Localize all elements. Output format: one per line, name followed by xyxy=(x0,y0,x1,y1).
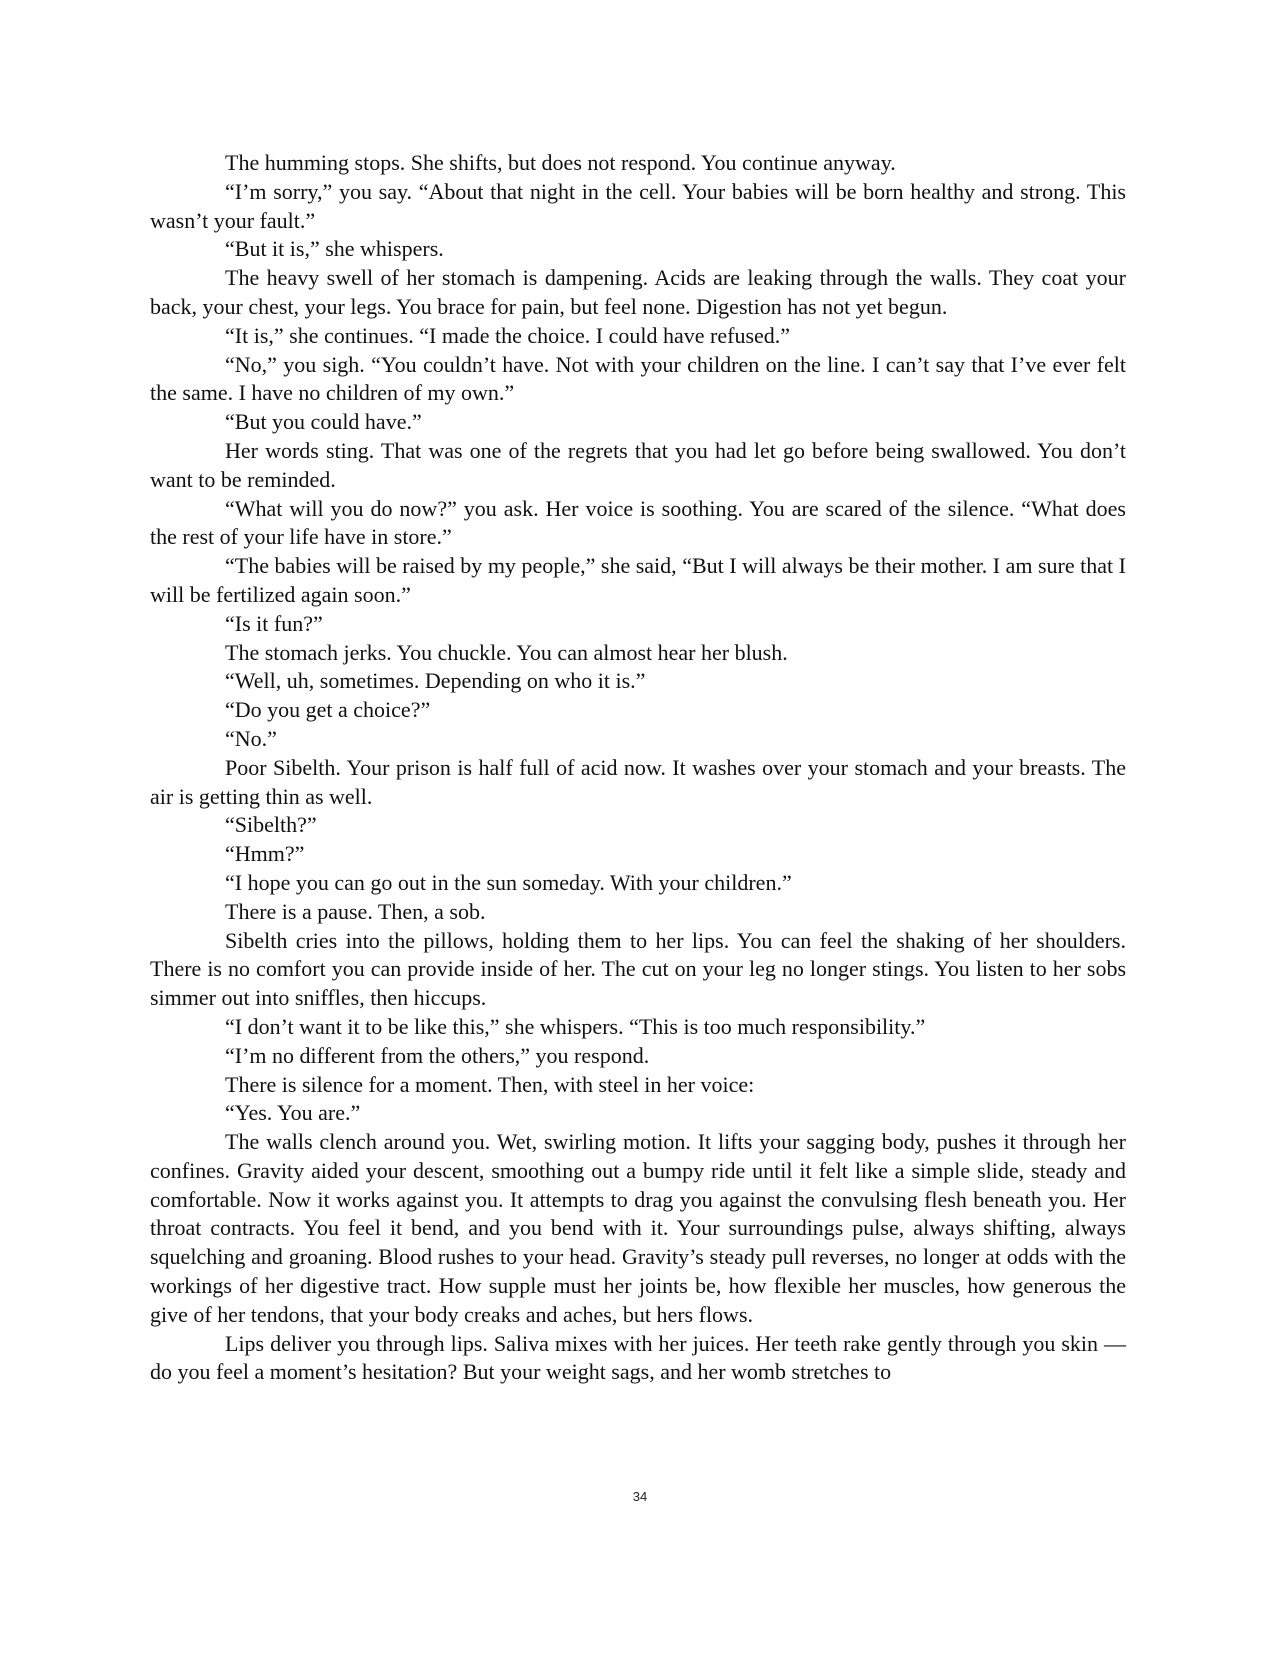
paragraph: “Sibelth?” xyxy=(225,812,317,838)
paragraph: There is a pause. Then, a sob. xyxy=(225,898,486,924)
paragraph: “But it is,” she whispers. xyxy=(225,236,444,262)
paragraph: “No,” you sigh. “You couldn’t have. Not with your children on the line. I can’t say that I’ve ever felt the same. I have no children of my own.” xyxy=(150,351,1126,406)
paragraph: “Do you get a choice?” xyxy=(225,697,431,723)
paragraph: “Is it fun?” xyxy=(225,610,323,636)
paragraph: Poor Sibelth. Your prison is half full of acid now. It washes over your stomach and your breasts. The air is getting thin as well. xyxy=(150,754,1126,809)
paragraph: “Well, uh, sometimes. Depending on who it is.” xyxy=(225,668,646,694)
paragraph: “Hmm?” xyxy=(225,841,305,867)
page-number: 34 xyxy=(632,1489,648,1504)
paragraph: “I’m sorry,” you say. “About that night in the cell. Your babies will be born healthy and strong. This wasn’t your fault.” xyxy=(150,178,1126,233)
paragraph: Sibelth cries into the pillows, holding them to her lips. You can feel the shaking of her shoulders. There is no comfort you can provide inside of her. The cut on your leg no longer stings. You listen to her sobs simmer out into sniffles, then hiccups. xyxy=(150,927,1126,1011)
paragraph: The humming stops. She shifts, but does not respond. You continue anyway. xyxy=(225,150,896,175)
paragraph: Her words sting. That was one of the regrets that you had let go before being swallowed. You don’t want to be reminded. xyxy=(150,437,1126,492)
paragraph: The heavy swell of her stomach is dampening. Acids are leaking through the walls. They coat your back, your chest, your legs. You brace for pain, but feel none. Digestion has not yet begun. xyxy=(150,265,1126,319)
paragraph: “I’m no different from the others,” you respond. xyxy=(225,1042,650,1068)
paragraph: “What will you do now?” you ask. Her voice is soothing. You are scared of the silence. “What does the rest of your life have in store.” xyxy=(150,495,1126,550)
paragraph: Lips deliver you through lips. Saliva mixes with her juices. Her teeth rake gently through you skin — do you feel a moment’s hesitation? But your weight sags, and her womb stretches to xyxy=(150,1330,1126,1385)
paragraph: “I don’t want it to be like this,” she whispers. “This is too much responsibility.” xyxy=(225,1013,926,1039)
paragraph: “It is,” she continues. “I made the choice. I could have refused.” xyxy=(225,322,791,348)
paragraph: “The babies will be raised by my people,” she said, “But I will always be their mother. I am sure that I will be fertilized again soon.” xyxy=(150,553,1126,607)
paragraph: “I hope you can go out in the sun someday. With your children.” xyxy=(225,869,792,895)
paragraph: “No.” xyxy=(225,725,277,751)
paragraph: “But you could have.” xyxy=(225,409,422,435)
paragraph: There is silence for a moment. Then, with steel in her voice: xyxy=(225,1071,755,1097)
body-text xyxy=(150,149,1126,1387)
paragraph: The walls clench around you. Wet, swirling motion. It lifts your sagging body, pushes it through her confines. Gravity aided your descent, smoothing out a bumpy ride until it felt like a simple slide, steady and comfortable. Now it works against you. It attempts to drag you against the convulsing flesh beneath you. Her throat contracts. You feel it bend, and you bend with it. Your surroundings pulse, always shifting, always squelching and groaning. Blood rushes to your head. Gravity’s steady pull reverses, no longer at odds with the workings of her digestive tract. How supple must her joints be, how flexible her muscles, how generous the give of her tendons, that your body creaks and aches, but hers flows. xyxy=(150,1129,1126,1327)
paragraph: The stomach jerks. You chuckle. You can almost hear her blush. xyxy=(225,639,788,665)
paragraph: “Yes. You are.” xyxy=(225,1100,361,1126)
